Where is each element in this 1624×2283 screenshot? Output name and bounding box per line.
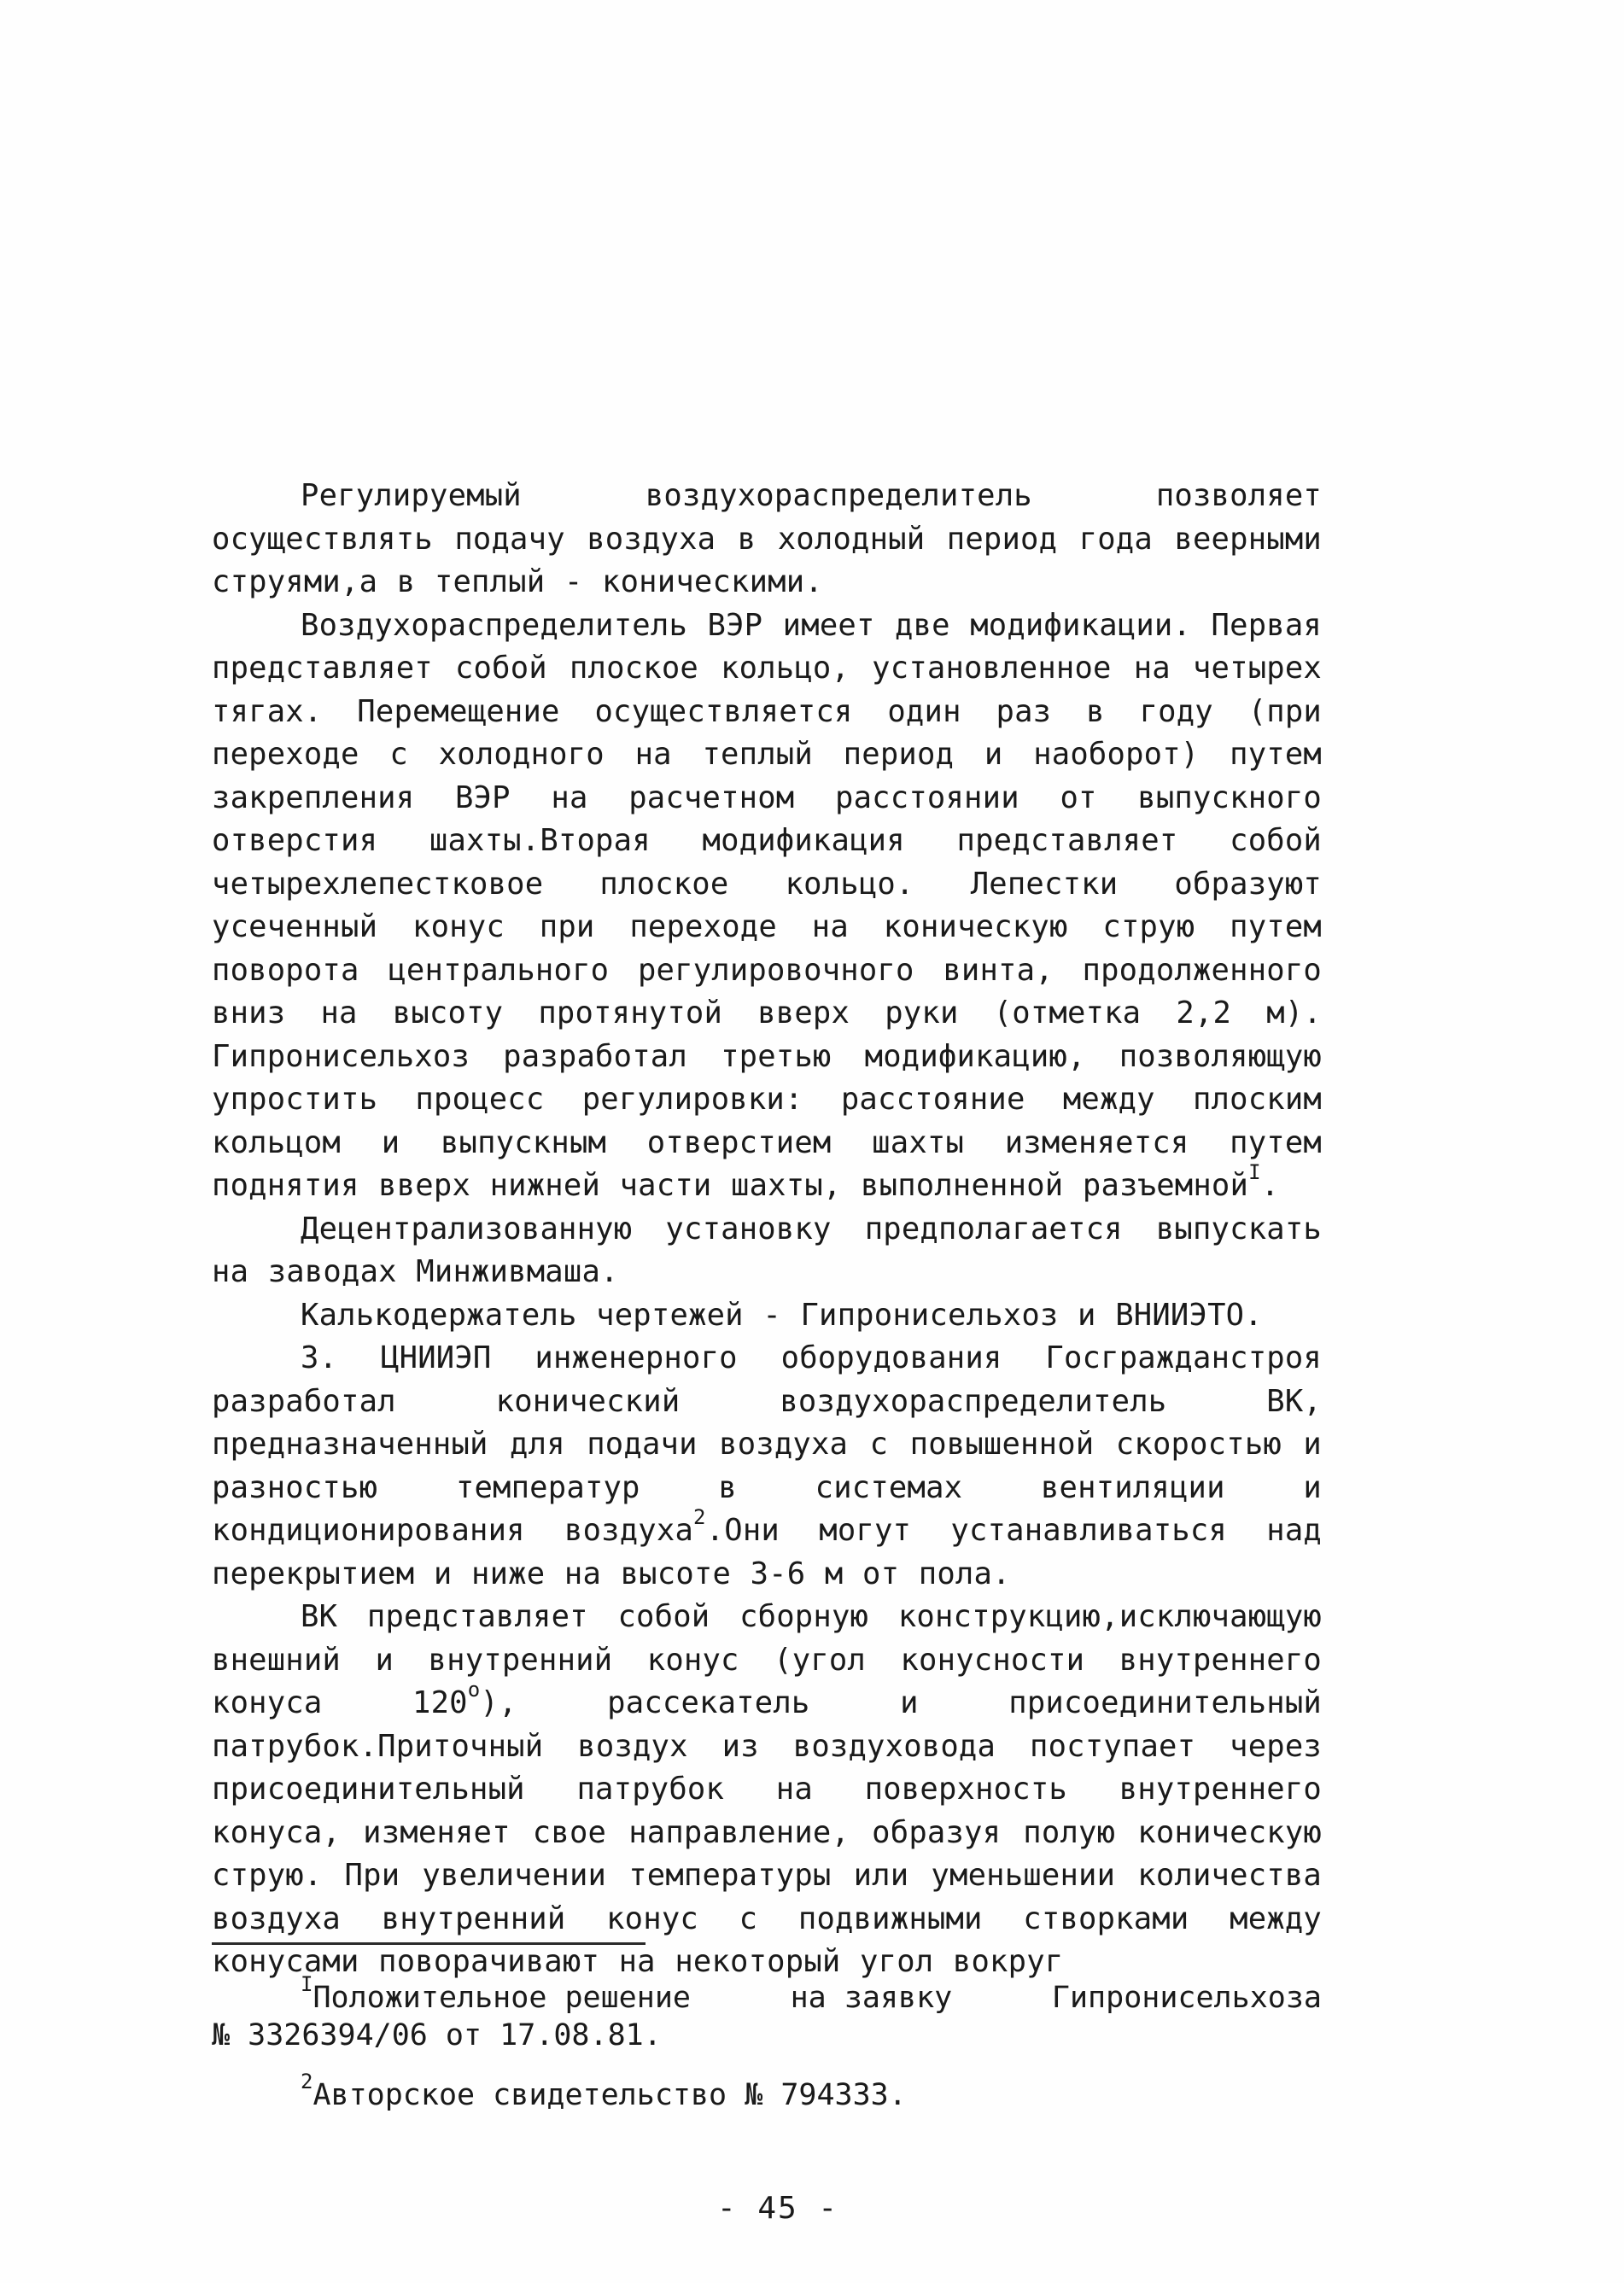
paragraph-1 <box>212 475 1322 604</box>
footnote-2-mark: 2 <box>301 2070 313 2094</box>
footnote-1-part-b: на заявку <box>790 1981 953 2015</box>
footnote-divider <box>212 1942 646 1945</box>
degree-mark: o <box>467 1678 481 1702</box>
paragraph-6-text: ВК представляет собой сборную конструкцию,исключающую внешний и внутренний конус (угол конусности внутреннего конуса 120 <box>212 1599 1322 1720</box>
page-number: - 45 - <box>716 2191 839 2226</box>
paragraph-6 <box>212 1596 1322 1984</box>
footnote-1-part-a: Положительное решение <box>313 1981 691 2015</box>
paragraph-5-tail: .Они могут устанавливаться над перекрытием и ниже на высоте 3-6 м от пола. <box>212 1513 1322 1591</box>
body-text <box>212 475 1322 1984</box>
footnote-1-lead <box>212 1972 691 2017</box>
footnote-2 <box>212 2070 1322 2114</box>
footnote-1-mark: I <box>301 1972 313 1997</box>
paragraph-5-text: 3. ЦНИИЭП инженерного оборудования Госгражданстроя разработал конический воздухораспределитель ВК, предназначенный для подачи воздуха с повышенной скоростью и разностью температур в системах вентиляции и кондиционирования воздуха <box>212 1340 1322 1548</box>
footnote-ref-2: 2 <box>693 1505 706 1530</box>
paragraph-4-text: Калькодержатель чертежей - Гипронисельхоз и ВНИИЭТО. <box>301 1297 1263 1333</box>
paragraph-5 <box>212 1337 1322 1596</box>
paragraph-1-text: Регулируемый воздухораспределитель позволяет осуществлять подачу воздуха в холодный период года веерными струями,а в теплый - коническими. <box>212 478 1322 599</box>
footnote-1-line-2: № 3326394/06 от 17.08.81. <box>212 2018 662 2052</box>
footnotes <box>212 1972 1322 2136</box>
paragraph-3 <box>212 1208 1322 1294</box>
footnote-ref-1: I <box>1248 1160 1261 1185</box>
footnote-1 <box>212 1972 1322 2054</box>
footnote-2-text: Авторское свидетельство № 794333. <box>313 2078 907 2112</box>
paragraph-2 <box>212 604 1322 1208</box>
footnote-1-line-1 <box>212 1972 1322 2017</box>
footnote-1-part-c: Гипронисельхоза <box>1051 1981 1322 2015</box>
paragraph-2-text: Воздухораспределитель ВЭР имеет две модификации. Первая представляет собой плоское кольцо, установленное на четырех тягах. Перемещение осуществляется один раз в году (при переходе с холодного на теплый период и наоборот) путем закрепления ВЭР на расчетном расстоянии от выпускного отверстия шахты.Вторая модификация представляет собой четырехлепестковое плоское кольцо. Лепестки образуют усеченный конус при переходе на коническую струю путем поворота центрального регулировочного винта, продолженного вниз на высоту протянутой вверх руки (отметка 2,2 м). Гипронисельхоз разработал третью модификацию, позволяющую упростить процесс регулировки: расстояние между плоским кольцом и выпускным отверстием шахты изменяется путем поднятия вверх нижней части шахты, выполненной разъемной <box>212 607 1322 1203</box>
paragraph-6-tail: ), рассекатель и присоединительный патрубок.Приточный воздух из воздуховода поступает через присоединительный патрубок на поверхность внутреннего конуса, изменяет свое направление, образуя полую коническую струю. При увеличении температуры или уменьшении количества воздуха внутренний конус с подвижными створками между конусами поворачивают на некоторый угол вокруг <box>212 1685 1322 1979</box>
paragraph-4 <box>212 1294 1322 1338</box>
paragraph-3-text: Децентрализованную установку предполагается выпускать на заводах Минживмаша. <box>212 1211 1322 1289</box>
paragraph-2-tail: . <box>1260 1168 1280 1203</box>
